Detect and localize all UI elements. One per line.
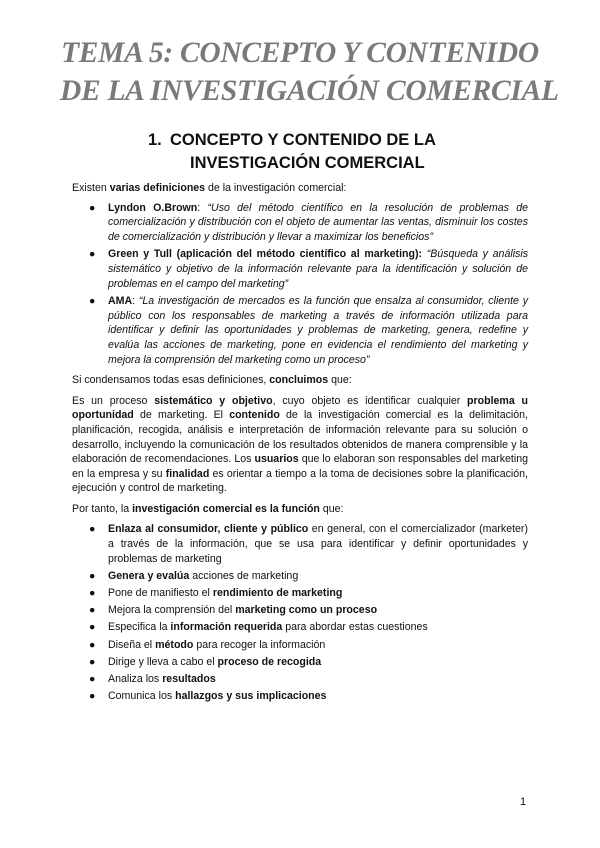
definition-author: AMA xyxy=(108,295,133,308)
bullet-icon: ● xyxy=(89,655,96,668)
conclusion-intro: Si condensamos todas esas definiciones, concluimos que: xyxy=(72,374,352,387)
definition-author: Lyndon O.Brown xyxy=(108,201,198,214)
definition-item: ● Lyndon O.Brown: “Uso del método científico en la resolución de problemas de comercialización y distribución con el objeto de aumentar las ventas, disminuir los costes de comercialización y distribución y llevar a maximizar los beneficios” xyxy=(89,201,529,243)
page-number: 1 xyxy=(520,796,527,808)
function-intro: Por tanto, la investigación comercial es la función que: xyxy=(72,502,344,515)
section-heading-line-1: CONCEPTO Y CONTENIDO DE LA xyxy=(170,131,436,149)
function-item: ● Genera y evalúa acciones de marketing xyxy=(89,569,299,582)
bullet-icon: ● xyxy=(89,638,96,651)
functions-list xyxy=(72,522,528,703)
document-title xyxy=(60,34,559,110)
definition-quote: “La investigación de mercados es la función que ensalza al consumidor, cliente y público con los responsables de marketing a través de información utilizada para identificar y definir las oportunidades y problemas de marketing, genera, redefine y evalúa las acciones de marketing, pone en evidencia el rendimiento del marketing y mejora la comprensión del marketing como un proceso” xyxy=(108,295,528,366)
bullet-icon: ● xyxy=(89,569,96,582)
bullet-icon: ● xyxy=(89,523,96,536)
section-number: 1. xyxy=(148,131,162,149)
function-item: ● Comunica los hallazgos y sus implicaciones xyxy=(89,690,327,703)
bullet-icon: ● xyxy=(89,604,96,617)
definition-item xyxy=(72,247,528,291)
definition-author: Green y Tull (aplicación del método científico al marketing): xyxy=(108,248,423,261)
function-item: ● Mejora la comprensión del marketing como un proceso xyxy=(89,604,378,617)
definitions-intro: Existen varias definiciones de la investigación comercial: xyxy=(72,182,347,194)
title-line-2: DE LA INVESTIGACIÓN COMERCIAL xyxy=(60,75,559,107)
definitions-list xyxy=(72,201,528,368)
function-item: ● Dirige y lleva a cabo el proceso de recogida xyxy=(89,655,322,668)
function-item: ● Diseña el método para recoger la información xyxy=(89,638,326,651)
document-body xyxy=(72,181,528,706)
bullet-icon: ● xyxy=(89,248,96,261)
bullet-icon: ● xyxy=(89,295,96,308)
section-heading-line-2: INVESTIGACIÓN COMERCIAL xyxy=(190,154,425,172)
bullet-icon: ● xyxy=(89,587,96,600)
bullet-icon: ● xyxy=(89,201,96,214)
function-item: ● Enlaza al consumidor, cliente y público en general, con el comercializador (marketer) a través de la información, que se usa para identificar y definir oportunidades y problemas de marketing xyxy=(89,523,528,565)
bullet-icon: ● xyxy=(89,621,96,634)
definition-quote: “Búsqueda y análisis sistemático y objetivo de la información relevante para la identificación y solución de problemas en el campo del marketing” xyxy=(108,248,528,290)
function-item: ● Especifica la información requerida para abordar estas cuestiones xyxy=(89,621,428,634)
bullet-icon: ● xyxy=(89,690,96,703)
function-item: ● Analiza los resultados xyxy=(89,672,216,685)
conclusion-paragraph: Es un proceso sistemático y objetivo, cuyo objeto es identificar cualquier problema u oportunidad de marketing. El contenido de la investigación comercial es la delimitación, planificación, recogida, análisis e interpretación de información relevante para su solución o desarrollo, incluyendo la comunicación de los resultados obtenidos de manera comprensible y la elaboración de recomendaciones. Los usuarios que lo elaboran son responsables del marketing en la empresa y su finalidad es orientar a tiempo a la toma de decisiones sobre la planificación, ejecución y control de marketing. xyxy=(72,394,528,495)
definition-item: ● AMA: “La investigación de mercados es la función que ensalza al consumidor, cliente y público con los responsables de marketing a través de información utilizada para identificar y definir las oportunidades y problemas de marketing, genera, redefine y evalúa las acciones de marketing, pone en evidencia el rendimiento del marketing y mejora la comprensión del marketing como un proceso” xyxy=(89,295,528,366)
title-line-1: TEMA 5: CONCEPTO Y CONTENIDO xyxy=(61,37,539,69)
bullet-icon: ● xyxy=(89,672,96,685)
function-item: ● Pone de manifiesto el rendimiento de marketing xyxy=(89,587,343,600)
definition-quote: “Uso del método científico en la resolución de problemas de comercialización y distribución con el objeto de aumentar las ventas, disminuir los costes de comercialización y distribución y llevar a maximizar los beneficios” xyxy=(108,201,529,243)
